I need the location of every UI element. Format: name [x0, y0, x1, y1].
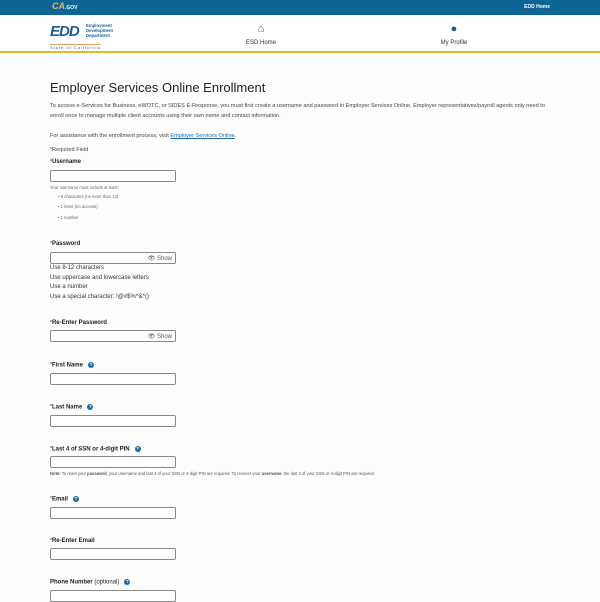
password-rule: Use a special character: !@#$%^&*()	[50, 294, 149, 300]
logo-sub: .GOV	[65, 5, 78, 11]
first-name-label: *First Name ?	[50, 362, 93, 369]
assist-prefix: For assistance with the enrollment process, visit	[50, 133, 171, 139]
assist-suffix: .	[234, 133, 237, 139]
username-input[interactable]	[50, 170, 176, 182]
password-input[interactable]	[50, 252, 176, 264]
required-note	[50, 145, 560, 155]
password-label: *Password	[50, 241, 81, 247]
top-bar	[0, 0, 600, 15]
nav-label: ESD Home	[245, 40, 276, 46]
logo-abbr: EDD	[50, 23, 79, 40]
reenter-email-input[interactable]	[50, 548, 176, 560]
edd-logo[interactable]	[50, 21, 120, 49]
username-label: *Username	[50, 159, 81, 165]
reenter-password-input[interactable]	[50, 330, 176, 342]
help-icon[interactable]: ?	[89, 362, 93, 367]
logo-dept	[86, 23, 113, 38]
show-password-toggle[interactable]: 👁 Show	[147, 334, 172, 340]
assistance-text	[50, 131, 560, 141]
logo-state: State of California	[50, 45, 101, 50]
password-rule: Use 8-12 characters	[50, 265, 105, 271]
required-marker: *	[50, 147, 52, 153]
nav-esd-home[interactable]	[231, 24, 291, 46]
show-password-toggle[interactable]: 👁 Show	[147, 256, 172, 262]
username-hint-title: Your username must include at least:	[50, 185, 119, 190]
username-hint: • 8 characters (no more than 13)	[58, 194, 119, 199]
edd-home-link[interactable]: EDD Home	[524, 4, 550, 10]
last-name-label: *Last Name ?	[50, 404, 92, 411]
ssn-input[interactable]	[50, 456, 176, 468]
logo-line: Department	[86, 33, 110, 38]
email-label: *Email ?	[50, 496, 78, 503]
ssn-label: *Last 4 of SSN or 4-digit PIN ?	[50, 446, 140, 453]
site-header	[0, 15, 600, 53]
phone-label: Phone Number (optional) ?	[50, 579, 129, 586]
help-icon[interactable]: ?	[136, 446, 140, 451]
ssn-note: Note: To reset your password, your username and last 4 of your SSN or 4-digit PIN are required. To recover your username, the last 4 of your SSN or 4-digit PIN are required.	[50, 471, 376, 476]
help-icon[interactable]: ?	[125, 579, 129, 584]
reenter-password-label: *Re-Enter Password	[50, 320, 107, 326]
user-icon: ●	[450, 23, 458, 35]
logo-text: CA	[52, 1, 65, 11]
employer-services-link[interactable]: Employer Services Online	[170, 133, 235, 139]
page-title: Employer Services Online Enrollment	[50, 80, 266, 95]
username-hint: • 1 letter (no accents)	[58, 204, 98, 209]
logo-line: Development	[86, 28, 113, 33]
nav-label: My Profile	[440, 40, 468, 46]
logo-line: Employment	[86, 23, 112, 28]
first-name-input[interactable]	[50, 373, 176, 385]
reenter-email-label: *Re-Enter Email	[50, 538, 95, 544]
intro-text: To access e-Services for Business, eWOTC, or SIDES E-Response, you must first create a username and password in Employer Services Online. Employer representatives/payroll agents only need to enroll once to manage multiple client accounts using their own name and contact information.	[50, 103, 545, 119]
last-name-input[interactable]	[50, 415, 176, 427]
nav-my-profile[interactable]	[424, 24, 484, 46]
home-icon: ⌂	[257, 23, 265, 35]
ca-gov-logo[interactable]	[52, 1, 78, 11]
required-text: Required Field	[51, 147, 89, 153]
phone-input[interactable]	[50, 590, 176, 602]
username-hint: • 1 number	[58, 215, 79, 220]
password-rule: Use a number	[50, 284, 88, 290]
email-input[interactable]	[50, 507, 176, 519]
help-icon[interactable]: ?	[88, 404, 92, 409]
help-icon[interactable]: ?	[74, 496, 78, 501]
password-rule: Use uppercase and lowercase letters	[50, 275, 149, 281]
